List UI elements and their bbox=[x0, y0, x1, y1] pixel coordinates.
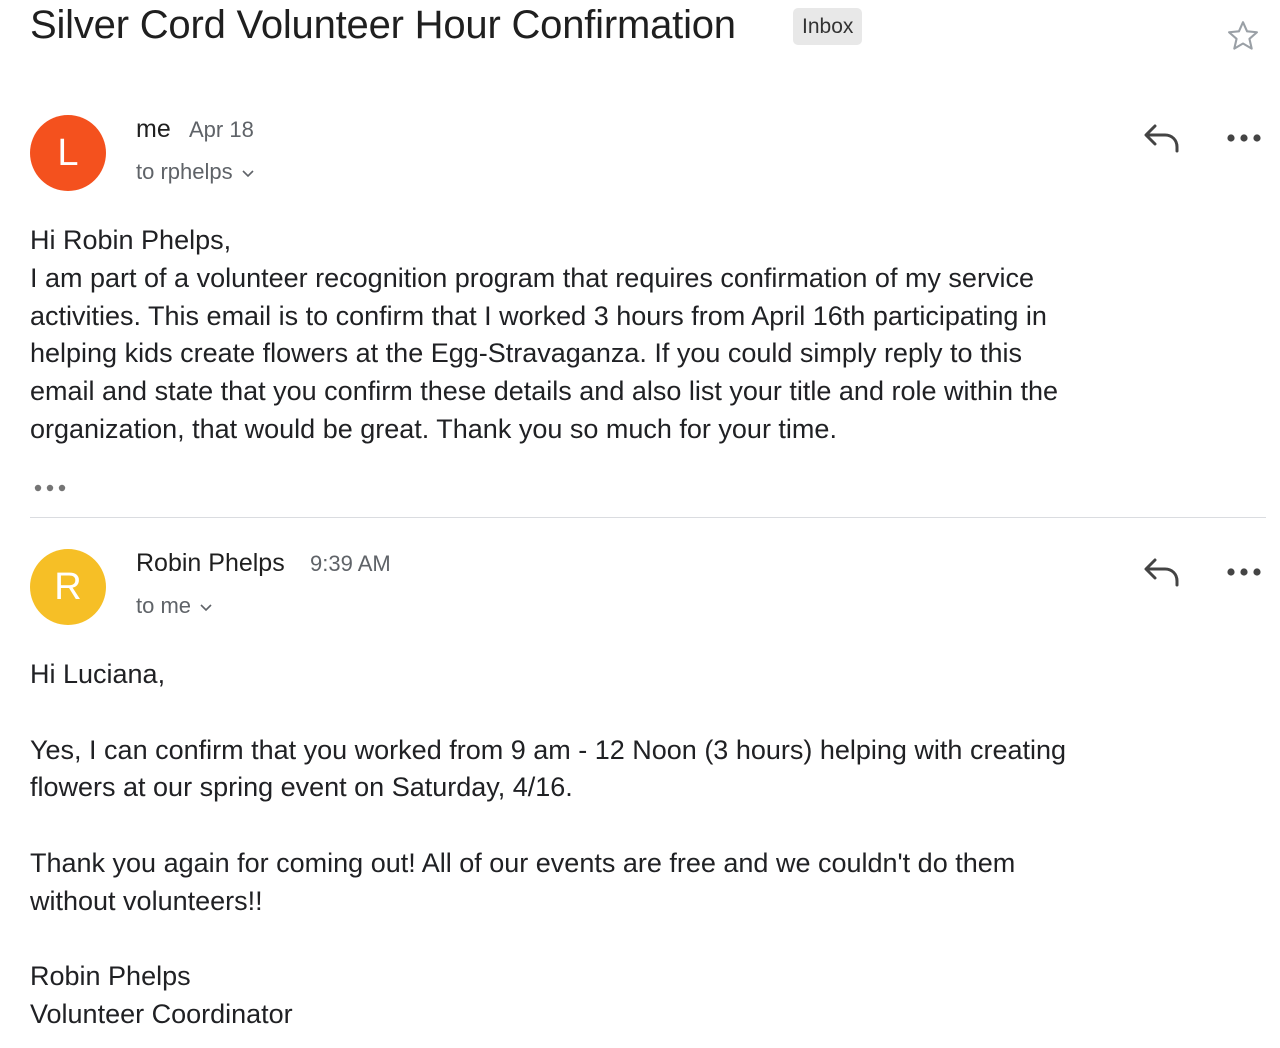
recipient-details-toggle[interactable] bbox=[136, 158, 255, 186]
reply-icon[interactable] bbox=[1142, 120, 1182, 156]
inbox-label-badge[interactable]: Inbox bbox=[793, 8, 862, 45]
recipient-details-toggle[interactable] bbox=[136, 592, 213, 620]
sender-name[interactable]: me bbox=[136, 115, 171, 143]
subject-header bbox=[30, 0, 1270, 60]
more-options-icon[interactable] bbox=[1226, 130, 1262, 146]
message-date: 9:39 AM bbox=[310, 551, 391, 576]
message-body: Hi Luciana, Yes, I can confirm that you worked from 9 am - 12 Noon (3 hours) helping with creating flowers at our spring event on Saturday, 4/16. Thank you again for coming out! All of our events are free and we couldn't do them without volunteers!! Robin Phelps Volunteer Coordinator bbox=[30, 659, 1067, 1030]
avatar[interactable]: L bbox=[30, 115, 106, 191]
avatar[interactable]: R bbox=[30, 549, 106, 625]
email-subject: Silver Cord Volunteer Hour Confirmation bbox=[30, 3, 736, 47]
more-options-icon[interactable] bbox=[1226, 564, 1262, 580]
reply-icon[interactable] bbox=[1142, 554, 1182, 590]
show-trimmed-content-icon[interactable] bbox=[32, 482, 68, 494]
recipient-text: to me bbox=[136, 593, 192, 618]
chevron-down-icon bbox=[199, 602, 213, 612]
star-icon[interactable] bbox=[1225, 18, 1261, 54]
sender-name[interactable]: Robin Phelps bbox=[136, 549, 285, 577]
message-date: Apr 18 bbox=[189, 117, 254, 142]
recipient-text: to rphelps bbox=[136, 159, 233, 184]
message-body: Hi Robin Phelps, I am part of a volunteer recognition program that requires confirmation of my service activities. This email is to confirm that I worked 3 hours from April 16th participating in helping kids create flowers at the Egg-Stravaganza. If you could simply reply to this email and state that you confirm these details and also list your title and role within the organization, that would be great. Thank you so much for your time. bbox=[30, 225, 1059, 444]
message-divider bbox=[30, 517, 1266, 518]
chevron-down-icon bbox=[241, 168, 255, 178]
